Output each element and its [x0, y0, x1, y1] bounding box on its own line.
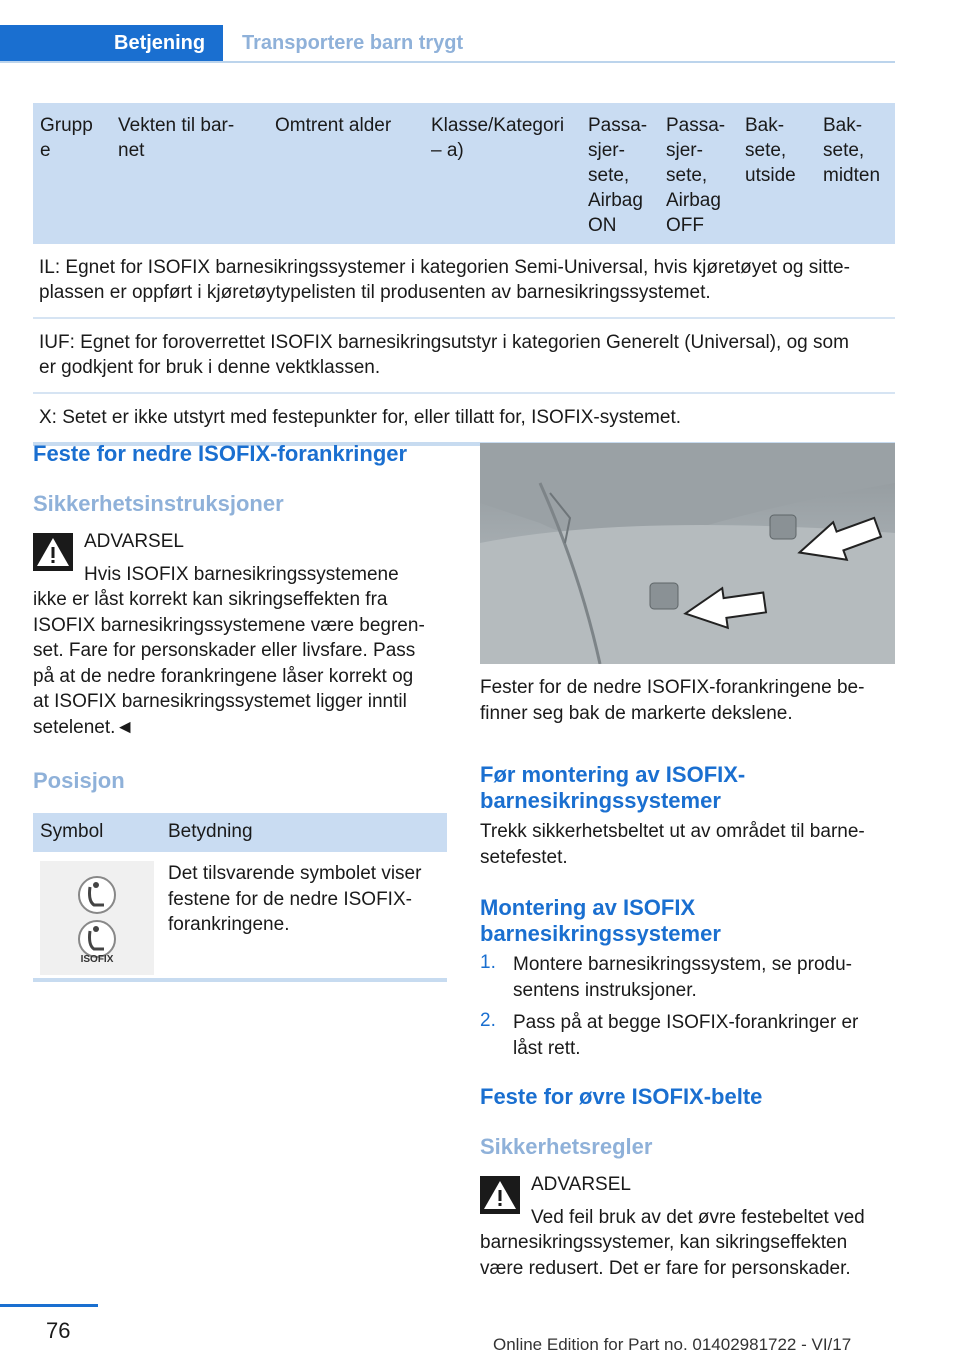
section-title-mounting: Montering av ISOFIX barnesikringssystemer — [480, 895, 721, 946]
note-iuf: IUF: Egnet for foroverrettet ISOFIX barnesikringsutstyr i kategorien Generelt (Universal), og som er godkjent for bruk i denne vektklassen. — [33, 319, 895, 394]
subtitle-position: Posisjon — [33, 768, 125, 793]
step-text: Montere barnesikringssystem, se produ- sentens instruksjoner. — [513, 954, 852, 1001]
isofix-symbol — [40, 861, 154, 975]
tab-betjening[interactable]: Betjening — [0, 25, 223, 61]
col-meaning: Betydning — [168, 821, 253, 842]
col-symbol: Symbol — [40, 821, 104, 842]
step-number: 1. — [480, 952, 496, 973]
footer-edition: Online Edition for Part no. 01402981722 - VI/17 — [493, 1335, 852, 1354]
isofix-label: ISOFIX — [80, 954, 114, 965]
warning-icon — [33, 533, 73, 571]
col-rear-middle: Bak- sete, midten — [823, 115, 881, 186]
table-row — [33, 852, 447, 982]
footer-accent-line — [0, 1304, 98, 1307]
col-rear-outer: Bak- sete, utside — [745, 115, 796, 186]
col-age: Omtrent alder — [275, 115, 392, 136]
note-x: X: Setet er ikke utstyrt med festepunkter for, eller tillatt for, ISOFIX-systemet. — [33, 394, 895, 446]
warning-label: ADVARSEL — [531, 1174, 631, 1195]
before-mounting-text: Trekk sikkerhetsbeltet ut av området til barne- setefestet. — [480, 821, 865, 868]
section-title-before-mounting: Før montering av ISOFIX- barnesikringssystemer — [480, 762, 746, 813]
warning-icon — [480, 1176, 520, 1214]
col-passenger-airbag-on: Passa- sjer- sete, Airbag ON — [588, 115, 648, 236]
symbol-table-header — [33, 813, 447, 852]
warning-text: ikke er låst korrekt kan sikringseffekten fra ISOFIX barnesikringssystemene være begren- set. Fare for personskader eller livsfare. Pass på at de nedre forankringene låser korrekt og at ISOFIX barnesikringssystemet ligger inntil setelenet.◄ — [33, 589, 425, 738]
symbol-meaning: Det tilsvarende symbolet viser festene for de nedre ISOFIX- forankringene. — [168, 863, 422, 935]
isofix-anchor-photo — [480, 443, 895, 664]
col-group: Grupp e — [40, 115, 93, 161]
page-number: 76 — [46, 1318, 71, 1343]
symbol-table — [33, 813, 447, 982]
warning-text: barnesikringssystemer, kan sikringseffekten være redusert. Det er fare for personskader. — [480, 1232, 851, 1279]
section-title-lower-isofix: Feste for nedre ISOFIX-forankringer — [33, 441, 408, 466]
tab-transportere-barn[interactable]: Transportere barn trygt — [242, 32, 464, 54]
table-header-row — [33, 103, 895, 244]
photo-caption: Fester for de nedre ISOFIX-forankringene be- finner seg bak de markerte dekslene. — [480, 677, 865, 724]
warning-label: ADVARSEL — [84, 531, 184, 552]
col-passenger-airbag-off: Passa- sjer- sete, Airbag OFF — [666, 115, 726, 236]
warning-first-line: Ved feil bruk av det øvre festebeltet ved — [531, 1207, 865, 1228]
note-il: IL: Egnet for ISOFIX barnesikringssystemer i kategorien Semi-Universal, hvis kjøretøyet og sitte- plassen er oppført i kjøretøytypelisten til produsenten av barnesikringssystemet. — [33, 244, 895, 319]
isofix-table — [33, 103, 895, 446]
warning-first-line: Hvis ISOFIX barnesikringssystemene — [84, 564, 399, 585]
step-number: 2. — [480, 1010, 496, 1031]
section-title-upper-isofix: Feste for øvre ISOFIX-belte — [480, 1084, 763, 1109]
col-weight: Vekten til bar- net — [118, 115, 235, 161]
subtitle-rules: Sikkerhetsregler — [480, 1134, 653, 1159]
subtitle-safety: Sikkerhetsinstruksjoner — [33, 491, 284, 516]
header-tabs — [0, 25, 895, 63]
col-class: Klasse/Kategori – a) — [431, 115, 565, 161]
step-text: Pass på at begge ISOFIX-forankringer er låst rett. — [513, 1012, 859, 1059]
